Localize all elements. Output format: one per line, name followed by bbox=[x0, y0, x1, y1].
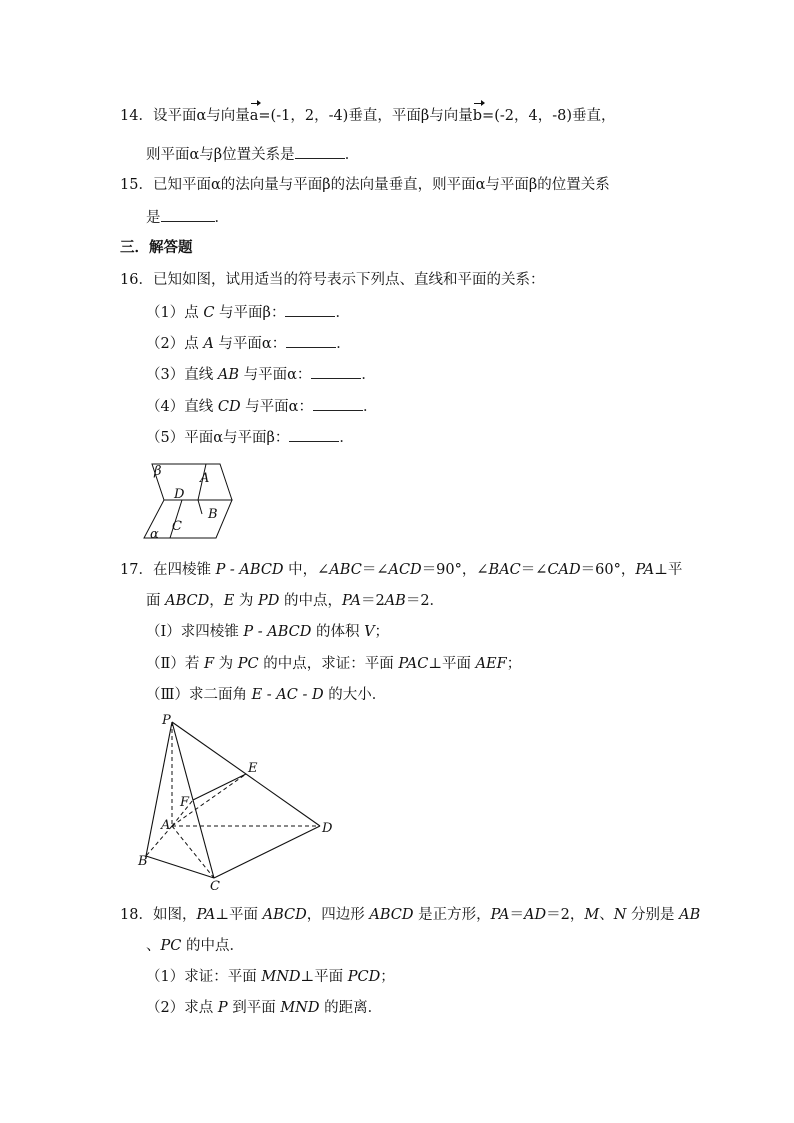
math-symbol: M bbox=[584, 907, 600, 923]
answer-blank[interactable] bbox=[286, 333, 336, 348]
part-label: （1）求证：平面 bbox=[146, 969, 262, 985]
label-B: B bbox=[138, 854, 148, 869]
q16-text: 16．已知如图，试用适当的符号表示下列点、直线和平面的关系： bbox=[120, 272, 545, 288]
q17-text: 17．在四棱锥 bbox=[120, 562, 216, 578]
q17-line1 bbox=[120, 560, 682, 580]
q17-text: ＝∠ bbox=[361, 562, 389, 578]
q15-text-2: 是 bbox=[146, 210, 161, 226]
label-C: C bbox=[172, 519, 182, 534]
plane-beta bbox=[152, 464, 232, 500]
part-text: ； bbox=[506, 656, 522, 672]
edge-ef bbox=[193, 774, 246, 800]
vector-a-value: =(-1，2，-4) bbox=[258, 108, 349, 124]
part-symbol: A bbox=[203, 336, 214, 352]
q18-text: 、 bbox=[146, 938, 161, 954]
q17-text: ＝90°，∠ bbox=[421, 562, 489, 578]
part-text: 的中点，求证：平面 bbox=[258, 656, 399, 672]
math-symbol: CAD bbox=[547, 562, 581, 578]
part-label: （2）求点 bbox=[146, 1000, 218, 1016]
math-symbol: V bbox=[364, 624, 375, 640]
q18-text: ⊥平面 bbox=[215, 907, 263, 923]
part-symbol: AB bbox=[217, 367, 239, 383]
math-symbol: ABCD bbox=[165, 593, 210, 609]
part-text: ； bbox=[374, 624, 390, 640]
part-label: （2）点 bbox=[146, 336, 204, 352]
q18-line1 bbox=[120, 905, 700, 925]
math-symbol: E - AC - D bbox=[251, 687, 324, 703]
vector-a: a bbox=[249, 108, 259, 124]
part-text: 为 bbox=[214, 656, 238, 672]
math-symbol: PA bbox=[635, 562, 655, 578]
q14-text-mid: 垂直，平面β与向量 bbox=[348, 108, 473, 124]
q16-part-1 bbox=[146, 302, 350, 323]
math-symbol: PAC bbox=[398, 656, 429, 672]
label-beta: β bbox=[154, 464, 162, 479]
edge-cd bbox=[214, 826, 320, 878]
answer-blank[interactable] bbox=[285, 302, 335, 317]
q17-part-3 bbox=[146, 685, 386, 705]
part-text: 的距离． bbox=[319, 1000, 383, 1016]
math-symbol: AB bbox=[384, 593, 406, 609]
answer-blank[interactable] bbox=[289, 427, 339, 442]
part-label: （Ⅱ）若 bbox=[146, 656, 204, 672]
q18-text: 的中点． bbox=[181, 938, 244, 954]
math-symbol: BAC bbox=[488, 562, 521, 578]
q17-text: 中，∠ bbox=[283, 562, 330, 578]
math-symbol: AEF bbox=[475, 656, 507, 672]
part-text: 的体积 bbox=[311, 624, 365, 640]
label-C: C bbox=[210, 879, 220, 894]
q18-text: ＝ bbox=[509, 907, 524, 923]
q16-stem bbox=[120, 270, 544, 290]
q14-text-end: 垂直， bbox=[572, 108, 616, 124]
part-period: ． bbox=[339, 430, 354, 446]
math-symbol: ACD bbox=[388, 562, 422, 578]
q16-figure bbox=[138, 460, 238, 542]
math-symbol: P - ABCD bbox=[243, 624, 312, 640]
math-symbol: PC bbox=[160, 938, 182, 954]
part-label: （5）平面α与平面β： bbox=[146, 430, 290, 446]
part-symbol: C bbox=[203, 305, 215, 321]
answer-blank[interactable] bbox=[313, 396, 363, 411]
math-symbol: E bbox=[223, 593, 235, 609]
q17-text: 为 bbox=[234, 593, 259, 609]
edge-pb bbox=[146, 722, 172, 856]
part-text: ； bbox=[380, 969, 395, 985]
vector-b: b bbox=[472, 108, 483, 124]
q18-text: 、 bbox=[599, 907, 614, 923]
part-label: （1）点 bbox=[146, 305, 204, 321]
part-text: 到平面 bbox=[227, 1000, 281, 1016]
q15-text: 15．已知平面α的法向量与平面β的法向量垂直，则平面α与平面β的位置关系 bbox=[120, 177, 610, 193]
q18-text: 是正方形， bbox=[413, 907, 491, 923]
math-symbol: MND bbox=[261, 969, 301, 985]
q17-part-2 bbox=[146, 654, 521, 674]
math-symbol: PD bbox=[258, 593, 280, 609]
label-D: D bbox=[174, 487, 185, 502]
q18-text: 18．如图， bbox=[120, 907, 197, 923]
math-symbol: PC bbox=[237, 656, 259, 672]
q18-part-2 bbox=[146, 998, 382, 1018]
q17-figure bbox=[136, 708, 346, 894]
q16-part-2 bbox=[146, 333, 351, 354]
q16-part-5 bbox=[146, 427, 354, 448]
q14-text: 14．设平面α与向量 bbox=[120, 108, 250, 124]
q18-line2 bbox=[146, 936, 244, 956]
label-F: F bbox=[180, 795, 190, 810]
q17-text: 的中点， bbox=[279, 593, 343, 609]
math-symbol: PCD bbox=[347, 969, 381, 985]
part-text: ⊥平面 bbox=[428, 656, 476, 672]
part-label: （4）直线 bbox=[146, 399, 218, 415]
part-text: ⊥平面 bbox=[300, 969, 348, 985]
q17-line2 bbox=[146, 591, 444, 611]
math-symbol: PA bbox=[196, 907, 216, 923]
label-A: A bbox=[161, 818, 171, 833]
math-symbol: N bbox=[613, 907, 627, 923]
q17-text: ＝2． bbox=[405, 593, 445, 609]
q14-line1 bbox=[120, 106, 616, 126]
q17-text: ＝2 bbox=[360, 593, 385, 609]
part-label: （Ⅰ）求四棱锥 bbox=[146, 624, 244, 640]
math-symbol: MND bbox=[280, 1000, 320, 1016]
label-B: B bbox=[208, 507, 218, 522]
q18-text: ，四边形 bbox=[306, 907, 370, 923]
q18-part-1 bbox=[146, 967, 395, 987]
math-symbol: PA bbox=[490, 907, 510, 923]
q14-line2 bbox=[146, 144, 359, 165]
q16-part-4 bbox=[146, 396, 377, 417]
section-heading: 三．解答题 bbox=[120, 240, 193, 256]
q17-text: 面 bbox=[146, 593, 166, 609]
edge-ac bbox=[172, 826, 214, 878]
part-period: ． bbox=[336, 336, 351, 352]
math-symbol: AB bbox=[679, 907, 701, 923]
label-P: P bbox=[162, 713, 171, 728]
q17-text: ⊥平 bbox=[654, 562, 683, 578]
q18-text: ＝2， bbox=[546, 907, 585, 923]
line-ab bbox=[198, 500, 202, 514]
q18-text: 分别是 bbox=[626, 907, 680, 923]
label-E: E bbox=[248, 761, 258, 776]
label-D: D bbox=[322, 821, 333, 836]
answer-blank[interactable] bbox=[311, 364, 361, 379]
part-text: 与平面α： bbox=[240, 399, 313, 415]
q17-text: ＝60°， bbox=[580, 562, 636, 578]
math-symbol: P - ABCD bbox=[215, 562, 284, 578]
part-symbol: CD bbox=[217, 399, 241, 415]
q15-line2 bbox=[146, 207, 229, 228]
math-symbol: ABCD bbox=[262, 907, 307, 923]
q17-part-1 bbox=[146, 622, 389, 642]
part-period: ． bbox=[362, 399, 378, 415]
part-period: ． bbox=[361, 367, 376, 383]
q17-text: ， bbox=[209, 593, 224, 609]
label-A: A bbox=[200, 471, 210, 486]
vector-b-value: =(-2，4，-8) bbox=[482, 108, 572, 124]
part-text: 与平面α： bbox=[213, 336, 287, 352]
answer-blank[interactable] bbox=[295, 144, 345, 159]
part-text: 的大小． bbox=[323, 687, 387, 703]
q17-text: ＝∠ bbox=[520, 562, 548, 578]
label-alpha: α bbox=[150, 527, 159, 542]
q14-question: 则平面α与β位置关系是 bbox=[146, 147, 295, 163]
part-text: 与平面β： bbox=[214, 305, 286, 321]
math-symbol: AD bbox=[523, 907, 547, 923]
math-symbol: ABC bbox=[329, 562, 362, 578]
part-period: ． bbox=[335, 305, 350, 321]
q15-line1 bbox=[120, 175, 610, 195]
q16-part-3 bbox=[146, 364, 376, 385]
edge-bc bbox=[146, 856, 214, 878]
answer-blank[interactable] bbox=[161, 207, 215, 222]
part-label: （Ⅲ）求二面角 bbox=[146, 687, 252, 703]
math-symbol: PA bbox=[342, 593, 361, 609]
part-label: （3）直线 bbox=[146, 367, 218, 383]
math-symbol: ABCD bbox=[369, 907, 414, 923]
q15-period: ． bbox=[214, 210, 229, 226]
math-symbol: P bbox=[217, 1000, 228, 1016]
q14-period: ． bbox=[344, 147, 360, 163]
math-symbol: F bbox=[203, 656, 215, 672]
part-text: 与平面α： bbox=[238, 367, 312, 383]
